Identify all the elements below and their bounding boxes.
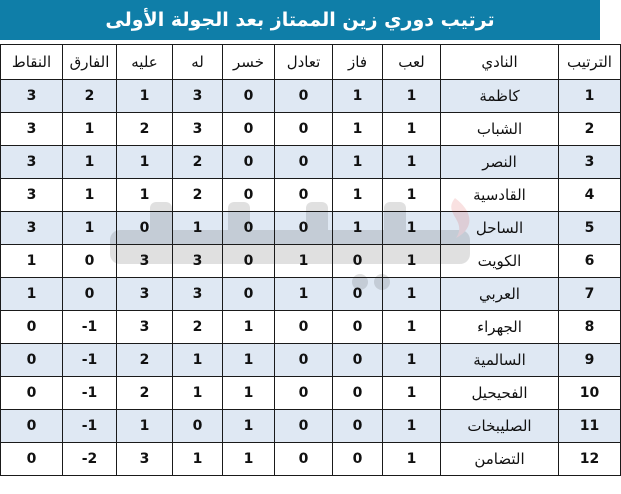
cell-club: التضامن — [441, 443, 559, 476]
cell-played: 1 — [383, 212, 441, 245]
cell-drawn: 1 — [275, 278, 333, 311]
cell-drawn: 0 — [275, 212, 333, 245]
cell-club: الفحيحيل — [441, 377, 559, 410]
header-lost: خسر — [223, 45, 275, 80]
header-won: فاز — [333, 45, 383, 80]
cell-goal-difference: 1 — [63, 113, 117, 146]
cell-drawn: 0 — [275, 443, 333, 476]
cell-goal-difference: 1 — [63, 179, 117, 212]
cell-drawn: 0 — [275, 344, 333, 377]
table-row — [1, 146, 621, 179]
cell-drawn: 0 — [275, 80, 333, 113]
cell-goals-for: 2 — [173, 179, 223, 212]
cell-points: 3 — [1, 212, 63, 245]
cell-played: 1 — [383, 377, 441, 410]
cell-drawn: 1 — [275, 245, 333, 278]
cell-goals-for: 1 — [173, 212, 223, 245]
cell-goals-against: 3 — [117, 245, 173, 278]
header-goal-difference: الفارق — [63, 45, 117, 80]
cell-rank: 2 — [559, 113, 621, 146]
cell-lost: 0 — [223, 113, 275, 146]
cell-rank: 5 — [559, 212, 621, 245]
cell-played: 1 — [383, 146, 441, 179]
table-row — [1, 245, 621, 278]
table-row — [1, 113, 621, 146]
cell-goals-for: 3 — [173, 245, 223, 278]
cell-goal-difference: 1- — [63, 311, 117, 344]
cell-goals-against: 2 — [117, 344, 173, 377]
cell-played: 1 — [383, 179, 441, 212]
cell-points: 3 — [1, 80, 63, 113]
table-row — [1, 410, 621, 443]
cell-rank: 10 — [559, 377, 621, 410]
cell-goals-against: 1 — [117, 80, 173, 113]
cell-won: 1 — [333, 179, 383, 212]
cell-lost: 1 — [223, 311, 275, 344]
cell-goals-for: 3 — [173, 278, 223, 311]
cell-played: 1 — [383, 410, 441, 443]
cell-goals-against: 3 — [117, 443, 173, 476]
cell-lost: 1 — [223, 344, 275, 377]
cell-club: الكويت — [441, 245, 559, 278]
cell-club: الصليبخات — [441, 410, 559, 443]
table-row — [1, 80, 621, 113]
header-row — [1, 45, 621, 80]
cell-won: 0 — [333, 311, 383, 344]
table-title-text: ترتيب دوري زين الممتاز بعد الجولة الأولى — [105, 9, 495, 31]
header-rank: الترتيب — [559, 45, 621, 80]
header-played: لعب — [383, 45, 441, 80]
cell-lost: 0 — [223, 278, 275, 311]
cell-lost: 0 — [223, 179, 275, 212]
cell-lost: 0 — [223, 80, 275, 113]
cell-played: 1 — [383, 113, 441, 146]
cell-points: 0 — [1, 311, 63, 344]
cell-won: 0 — [333, 443, 383, 476]
cell-goal-difference: 2 — [63, 80, 117, 113]
table-row — [1, 212, 621, 245]
table-body — [1, 80, 621, 476]
cell-rank: 3 — [559, 146, 621, 179]
cell-goals-against: 0 — [117, 212, 173, 245]
cell-points: 1 — [1, 278, 63, 311]
cell-goals-against: 1 — [117, 179, 173, 212]
cell-points: 3 — [1, 113, 63, 146]
cell-club: النصر — [441, 146, 559, 179]
cell-goals-against: 2 — [117, 113, 173, 146]
cell-club: كاظمة — [441, 80, 559, 113]
header-goals-against: عليه — [117, 45, 173, 80]
cell-goal-difference: 1- — [63, 377, 117, 410]
cell-played: 1 — [383, 344, 441, 377]
table-header — [1, 45, 621, 80]
table-row — [1, 443, 621, 476]
cell-goal-difference: 0 — [63, 278, 117, 311]
cell-played: 1 — [383, 245, 441, 278]
cell-goal-difference: 0 — [63, 245, 117, 278]
cell-club: القادسية — [441, 179, 559, 212]
cell-lost: 0 — [223, 245, 275, 278]
cell-club: السالمية — [441, 344, 559, 377]
cell-played: 1 — [383, 443, 441, 476]
cell-goal-difference: 1 — [63, 146, 117, 179]
cell-won: 1 — [333, 146, 383, 179]
header-club: النادي — [441, 45, 559, 80]
cell-won: 0 — [333, 245, 383, 278]
cell-drawn: 0 — [275, 179, 333, 212]
cell-rank: 6 — [559, 245, 621, 278]
cell-goals-for: 1 — [173, 443, 223, 476]
cell-lost: 0 — [223, 146, 275, 179]
cell-club: الساحل — [441, 212, 559, 245]
cell-won: 1 — [333, 212, 383, 245]
cell-rank: 12 — [559, 443, 621, 476]
cell-won: 0 — [333, 410, 383, 443]
header-drawn: تعادل — [275, 45, 333, 80]
cell-won: 0 — [333, 278, 383, 311]
table-row — [1, 344, 621, 377]
cell-goal-difference: 1 — [63, 212, 117, 245]
cell-drawn: 0 — [275, 113, 333, 146]
cell-club: الشباب — [441, 113, 559, 146]
cell-goals-for: 1 — [173, 377, 223, 410]
cell-rank: 8 — [559, 311, 621, 344]
cell-goals-against: 1 — [117, 146, 173, 179]
cell-goals-against: 1 — [117, 410, 173, 443]
header-points: النقاط — [1, 45, 63, 80]
cell-points: 0 — [1, 410, 63, 443]
table-row — [1, 377, 621, 410]
cell-points: 0 — [1, 377, 63, 410]
cell-points: 0 — [1, 344, 63, 377]
cell-points: 3 — [1, 179, 63, 212]
cell-goals-for: 1 — [173, 344, 223, 377]
cell-club: الجهراء — [441, 311, 559, 344]
cell-played: 1 — [383, 80, 441, 113]
table-title — [0, 0, 600, 44]
cell-rank: 1 — [559, 80, 621, 113]
cell-goals-for: 2 — [173, 146, 223, 179]
cell-goal-difference: 2- — [63, 443, 117, 476]
cell-rank: 7 — [559, 278, 621, 311]
cell-lost: 1 — [223, 377, 275, 410]
cell-won: 0 — [333, 344, 383, 377]
header-goals-for: له — [173, 45, 223, 80]
standings-table — [0, 44, 621, 476]
cell-lost: 0 — [223, 212, 275, 245]
cell-played: 1 — [383, 278, 441, 311]
cell-rank: 4 — [559, 179, 621, 212]
cell-goals-for: 3 — [173, 80, 223, 113]
cell-goal-difference: 1- — [63, 344, 117, 377]
cell-rank: 11 — [559, 410, 621, 443]
cell-lost: 1 — [223, 443, 275, 476]
cell-drawn: 0 — [275, 311, 333, 344]
cell-goals-for: 0 — [173, 410, 223, 443]
cell-goals-against: 3 — [117, 278, 173, 311]
cell-rank: 9 — [559, 344, 621, 377]
cell-won: 1 — [333, 113, 383, 146]
cell-goal-difference: 1- — [63, 410, 117, 443]
cell-points: 1 — [1, 245, 63, 278]
table-row — [1, 179, 621, 212]
cell-drawn: 0 — [275, 410, 333, 443]
table-row — [1, 278, 621, 311]
cell-played: 1 — [383, 311, 441, 344]
cell-goals-for: 2 — [173, 311, 223, 344]
cell-drawn: 0 — [275, 377, 333, 410]
cell-lost: 1 — [223, 410, 275, 443]
cell-won: 0 — [333, 377, 383, 410]
cell-drawn: 0 — [275, 146, 333, 179]
cell-won: 1 — [333, 80, 383, 113]
cell-goals-against: 2 — [117, 377, 173, 410]
cell-points: 0 — [1, 443, 63, 476]
table-row — [1, 311, 621, 344]
cell-goals-against: 3 — [117, 311, 173, 344]
cell-club: العربي — [441, 278, 559, 311]
cell-points: 3 — [1, 146, 63, 179]
cell-goals-for: 3 — [173, 113, 223, 146]
